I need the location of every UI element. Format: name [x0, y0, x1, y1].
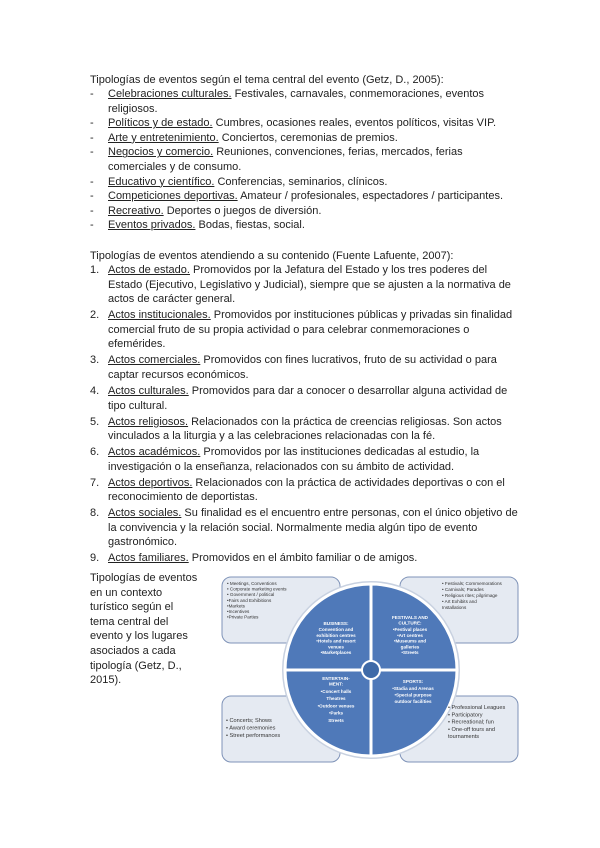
- box-line: • Festivals; Commemorations: [442, 581, 502, 586]
- box-line: tournaments: [448, 734, 480, 741]
- item-term: Celebraciones culturales.: [108, 88, 232, 100]
- quadrant-line: •Festival places: [392, 627, 428, 632]
- event-theme-list: [90, 87, 520, 233]
- box-line: • Recreational; fun: [448, 719, 494, 726]
- section3-text: Tipologías de eventos en un contexto turístico según el tema central del evento y los lugares asociados a cada tipología (Getz, D., 2015).: [90, 572, 198, 687]
- quadrant-business-text: [316, 621, 356, 655]
- box-line: •Fairs and Exhibitions: [227, 597, 272, 603]
- list-marker: 4.: [90, 384, 100, 397]
- section2-intro: Tipologías de eventos atendiendo a su contenido (Fuente Lafuente, 2007):: [90, 250, 454, 262]
- item-term: Actos culturales.: [108, 384, 189, 397]
- box-line: •Incentives: [227, 609, 250, 614]
- item-description: Conciertos, ceremonias de premios.: [218, 131, 398, 144]
- quadrant-line: venues: [328, 644, 344, 650]
- list-marker: -: [90, 88, 94, 100]
- item-description: Promovidos en el ámbito familiar o de amigos.: [188, 552, 418, 565]
- list-item: [90, 476, 520, 505]
- item-description: Su finalidad es el encuentro entre personas, con el único objetivo de la convivencia y la relación social. Normalmente media algún tipo de evento gastronómico.: [108, 507, 518, 549]
- box-line: • Award ceremonies: [226, 725, 276, 732]
- item-term: Competiciones deportivas.: [108, 190, 238, 203]
- item-term: Actos deportivos.: [108, 476, 193, 489]
- quadrant-line: Theatres: [326, 696, 346, 702]
- list-item: [90, 506, 520, 550]
- item-term: Actos sociales.: [108, 507, 182, 520]
- list-item: [90, 189, 520, 204]
- item-description: Cumbres, ocasiones reales, eventos políticos, visitas VIP.: [212, 117, 497, 130]
- list-item: [90, 551, 520, 566]
- quadrant-line: Streets: [328, 717, 344, 723]
- box-line: •Markets: [227, 603, 245, 609]
- quadrant-line: exhibition centres: [316, 632, 356, 638]
- box-line: • Meetings, Conventions: [227, 581, 277, 586]
- item-term: Educativo y científico.: [108, 175, 215, 188]
- box-line: • Street performances: [226, 733, 281, 739]
- quadrant-title: ENTERTAIN-: [322, 676, 350, 681]
- list-marker: 7.: [90, 476, 100, 489]
- item-term: Actos familiares.: [108, 552, 189, 565]
- item-description: Relacionados con la práctica de actividades deportivas o con el reconocimiento de deportistas.: [108, 476, 505, 504]
- list-marker: 5.: [90, 415, 100, 428]
- list-marker: -: [90, 175, 94, 188]
- list-item: [90, 204, 520, 219]
- item-description: Deportes o juegos de diversión.: [163, 204, 322, 217]
- item-term: Actos institucionales.: [108, 309, 211, 322]
- list-item: [90, 145, 520, 174]
- box-line: • One-off tours and: [448, 726, 495, 733]
- list-item: [90, 415, 520, 444]
- item-term: Actos religiosos.: [108, 415, 189, 428]
- list-marker: 9.: [90, 552, 100, 565]
- item-description: Relacionados con la práctica de creencias religiosas. Son actos vinculados a la liturgia y a las celebraciones relacionadas con la fé.: [108, 415, 502, 443]
- list-marker: 3.: [90, 354, 100, 367]
- quadrant-line: outdoor facilities: [394, 699, 432, 705]
- box-line: • Art Exhibits and: [442, 599, 477, 604]
- item-term: Eventos privados.: [108, 219, 196, 232]
- list-marker: -: [90, 146, 94, 159]
- list-item: [90, 353, 520, 382]
- list-item: [90, 445, 520, 474]
- box-line: • Professional Leagues: [448, 705, 506, 711]
- quadrant-title: FESTIVALS AND: [392, 615, 428, 620]
- diagram-svg: [218, 572, 524, 766]
- item-description: Amateur / profesionales, espectadores / participantes.: [237, 190, 503, 203]
- list-marker: -: [90, 204, 94, 217]
- item-description: Promovidos por las instituciones dedicadas al estudio, la investigación o la enseñanza, relacionados con su ámbito de actividad.: [108, 446, 480, 473]
- center-circle: [362, 661, 380, 679]
- quadrant-line: •Art centres: [397, 632, 423, 638]
- list-marker: 1.: [90, 264, 100, 276]
- quadrant-line: galleries: [400, 644, 420, 650]
- list-marker: -: [90, 131, 94, 144]
- quadrant-line: •Special purpose: [394, 692, 432, 698]
- quadrant-line: •Hotels and resort: [316, 638, 356, 644]
- box-line: • Concerts; Shows: [226, 718, 272, 724]
- item-description: Promovidos por instituciones públicas y privadas sin finalidad comercial fruto de su propia actividad o para celebrar conmemoraciones o efemérides.: [108, 309, 513, 351]
- quadrant-title: MENT:: [328, 681, 344, 687]
- quadrant-title: CULTURE:: [398, 620, 422, 626]
- event-content-list: [90, 263, 520, 567]
- tourism-event-diagram: [218, 572, 524, 766]
- item-term: Actos comerciales.: [108, 354, 201, 367]
- item-description: Promovidos por la Jefatura del Estado y los tres poderes del Estado (Ejecutivo, Legislativo y Judicial), siempre que se ajusten a la normativa de actos de carácter general.: [108, 264, 511, 306]
- quadrant-line: Convention and: [318, 627, 354, 632]
- item-term: Recreativo.: [108, 204, 164, 217]
- list-marker: 6.: [90, 446, 100, 459]
- box-line: • Corporate marketing events: [227, 586, 287, 592]
- quadrant-line: •Outdoor venues: [317, 703, 355, 709]
- box-line: • Participatory: [448, 712, 483, 719]
- list-marker: 8.: [90, 507, 100, 520]
- item-term: Actos de estado.: [108, 264, 190, 276]
- quadrant-line: •Streets: [401, 650, 419, 656]
- list-item: [90, 218, 520, 233]
- quadrant-title: SPORTS:: [402, 679, 424, 684]
- quadrant-line: •Museums and: [393, 638, 427, 644]
- quadrant-line: •Marketplaces: [320, 650, 352, 656]
- list-item: [90, 175, 520, 190]
- list-marker: -: [90, 117, 94, 130]
- list-item: [90, 263, 520, 307]
- item-description: Reuniones, convenciones, ferias, mercados, ferias comerciales y de consumo.: [108, 146, 463, 173]
- list-marker: -: [90, 219, 94, 232]
- quadrant-line: •Concert halls: [320, 689, 352, 694]
- item-term: Actos académicos.: [108, 446, 201, 459]
- quadrant-title: BUSINESS:: [323, 621, 349, 626]
- box-line: Installations: [442, 605, 467, 610]
- list-item: [90, 87, 520, 116]
- box-line: • Religious rites; pilgrimage: [442, 593, 498, 598]
- box-line: • Carnivals; Parades: [442, 587, 484, 592]
- item-term: Negocios y comercio.: [108, 146, 214, 159]
- box-line: •Private Parties: [227, 614, 259, 620]
- item-description: Bodas, fiestas, social.: [195, 219, 305, 232]
- box-line: • Government / political: [227, 592, 275, 598]
- item-term: Políticos y de estado.: [108, 117, 213, 130]
- list-item: [90, 116, 520, 131]
- list-item: [90, 308, 520, 352]
- list-item: [90, 384, 520, 413]
- item-description: Conferencias, seminarios, clínicos.: [214, 175, 388, 188]
- item-description: Festivales, carnavales, conmemoraciones, eventos religiosos.: [108, 88, 485, 115]
- quadrant-line: •Stadia and Arenas: [392, 686, 434, 691]
- section1-intro: Tipologías de eventos según el tema central del evento (Getz, D., 2005):: [90, 74, 444, 86]
- item-term: Arte y entretenimiento.: [108, 131, 219, 144]
- item-description: Promovidos con fines lucrativos, fruto de su actividad o para captar recursos económicos.: [108, 354, 497, 381]
- item-description: Promovidos para dar a conocer o desarrollar alguna actividad de tipo cultural.: [108, 384, 508, 412]
- list-marker: -: [90, 190, 94, 203]
- list-marker: 2.: [90, 309, 100, 322]
- list-item: [90, 131, 520, 146]
- quadrant-line: •Parks: [328, 710, 344, 716]
